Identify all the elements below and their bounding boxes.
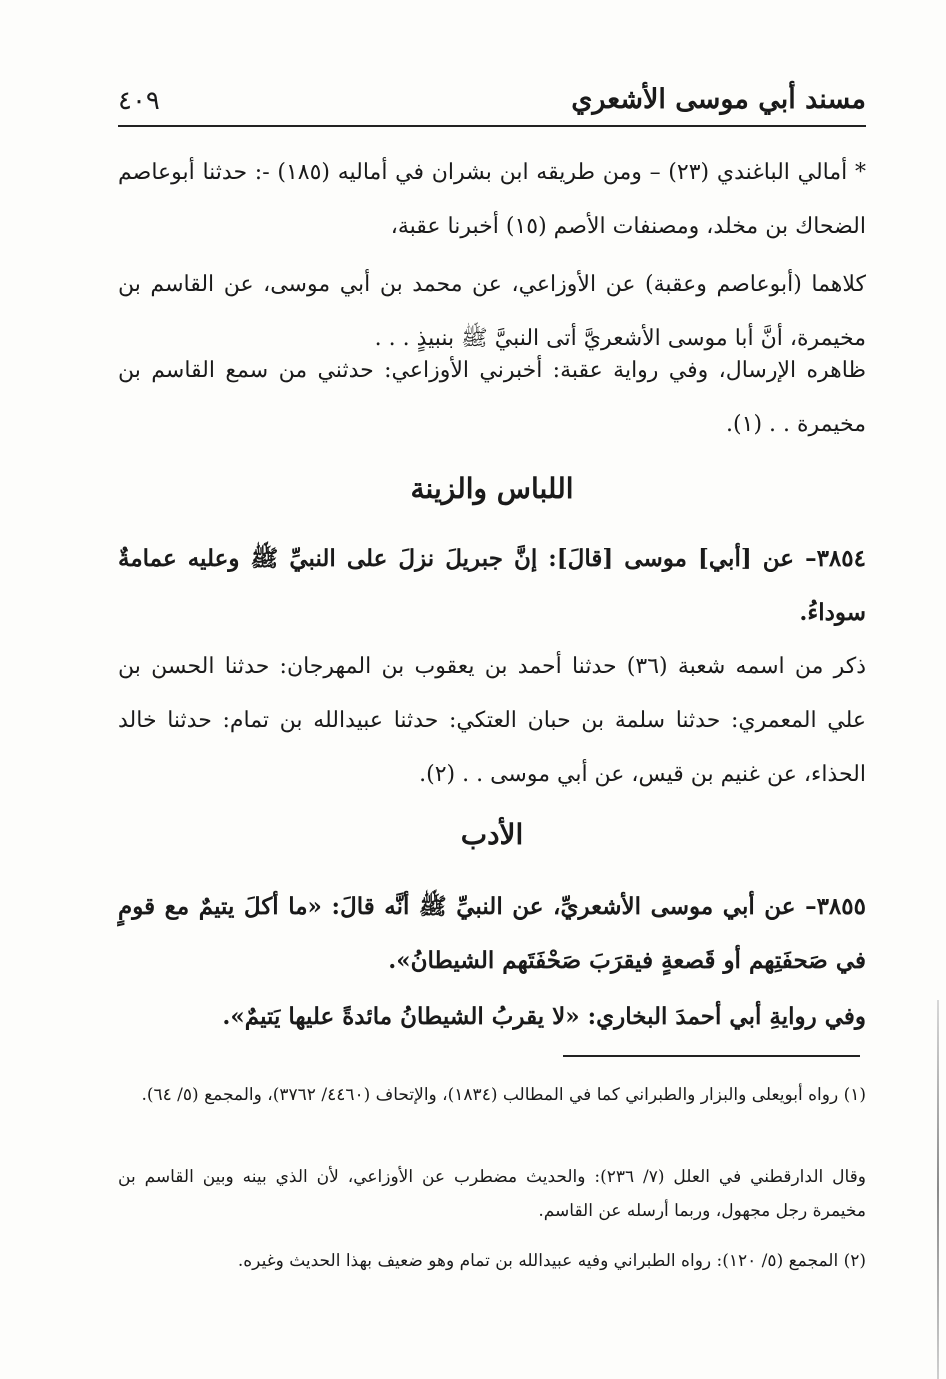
- section-heading-clothing: اللباس والزينة: [410, 472, 574, 505]
- running-title: مسند أبي موسى الأشعري: [571, 84, 866, 115]
- section-heading-adab: الأدب: [460, 818, 524, 851]
- footnote-2: (٢) المجمع (٥/ ١٢٠): رواه الطبراني وفيه عبيدالله بن تمام وهو ضعيف بهذا الحديث وغيره.: [237, 1251, 866, 1271]
- page-edge-shadow: [937, 1000, 939, 1379]
- paragraph-shuba-isnad: ذكر من اسمه شعبة (٣٦) حدثنا أحمد بن يعقوب بن المهرجان: حدثنا الحسن بن علي المعمري: حدثنا سلمة بن حبان العتكي: حدثنا عبيدالله بن تمام: حدثنا خالد الحذاء، عن غنيم بن قيس، عن أبي موسى . . (٢).: [118, 654, 866, 787]
- hadith-3854: ٣٨٥٤– عن [أبي] موسى [قالَ]: إنَّ جبريلَ نزلَ على النبيِّ ﷺ وعليه عمامةٌ سوداءُ.: [118, 545, 866, 626]
- page-number: ٤٠٩: [118, 86, 160, 116]
- hadith-3855: ٣٨٥٥– عن أبي موسى الأشعريِّ، عن النبيِّ ﷺ أنَّه قالَ: «ما أكلَ يتيمٌ مع قومٍ في صَحفَتِهم أو قَصعةٍ فيقرَبَ صَحْفَتَهم الشيطانُ».: [118, 893, 866, 974]
- paragraph-bukhari-riwaya: وفي روايةِ أبي أحمدَ البخاري: «لا يقربُ الشيطانُ مائدةً عليها يَتيمٌ».: [222, 1003, 866, 1030]
- footnote-1-continuation: وقال الدارقطني في العلل (٧/ ٢٣٦): والحديث مضطرب عن الأوزاعي، لأن الذي بينه وبين القاسم بن مخيمرة رجل مجهول، وربما أرسله عن القاسم.: [118, 1167, 866, 1221]
- footnote-separator: [563, 1055, 860, 1057]
- paragraph-source-amali: * أمالي الباغندي (٢٣) – ومن طريقه ابن بشران في أماليه (١٨٥) -: حدثنا أبوعاصم الضحاك بن مخلد، ومصنفات الأصم (١٥) أخبرنا عقبة،: [118, 160, 866, 239]
- running-header: [118, 84, 866, 124]
- header-rule: [118, 125, 866, 127]
- footnote-1: (١) رواه أبويعلى والبزار والطبراني كما في المطالب (١٨٣٤)، والإتحاف (٤٤٦٠/ ٣٧٦٢)، والمجمع (٥/ ٦٤).: [141, 1085, 866, 1105]
- paragraph-isnad: كلاهما (أبوعاصم وعقبة) عن الأوزاعي، عن محمد بن أبي موسى، عن القاسم بن مخيمرة، أنَّ أبا موسى الأشعريَّ أتى النبيَّ ﷺ بنبيذٍ . . .: [118, 272, 866, 351]
- paragraph-irsal-note: ظاهره الإرسال، وفي رواية عقبة: أخبرني الأوزاعي: حدثني من سمع القاسم بن مخيمرة . . (١).: [118, 358, 866, 437]
